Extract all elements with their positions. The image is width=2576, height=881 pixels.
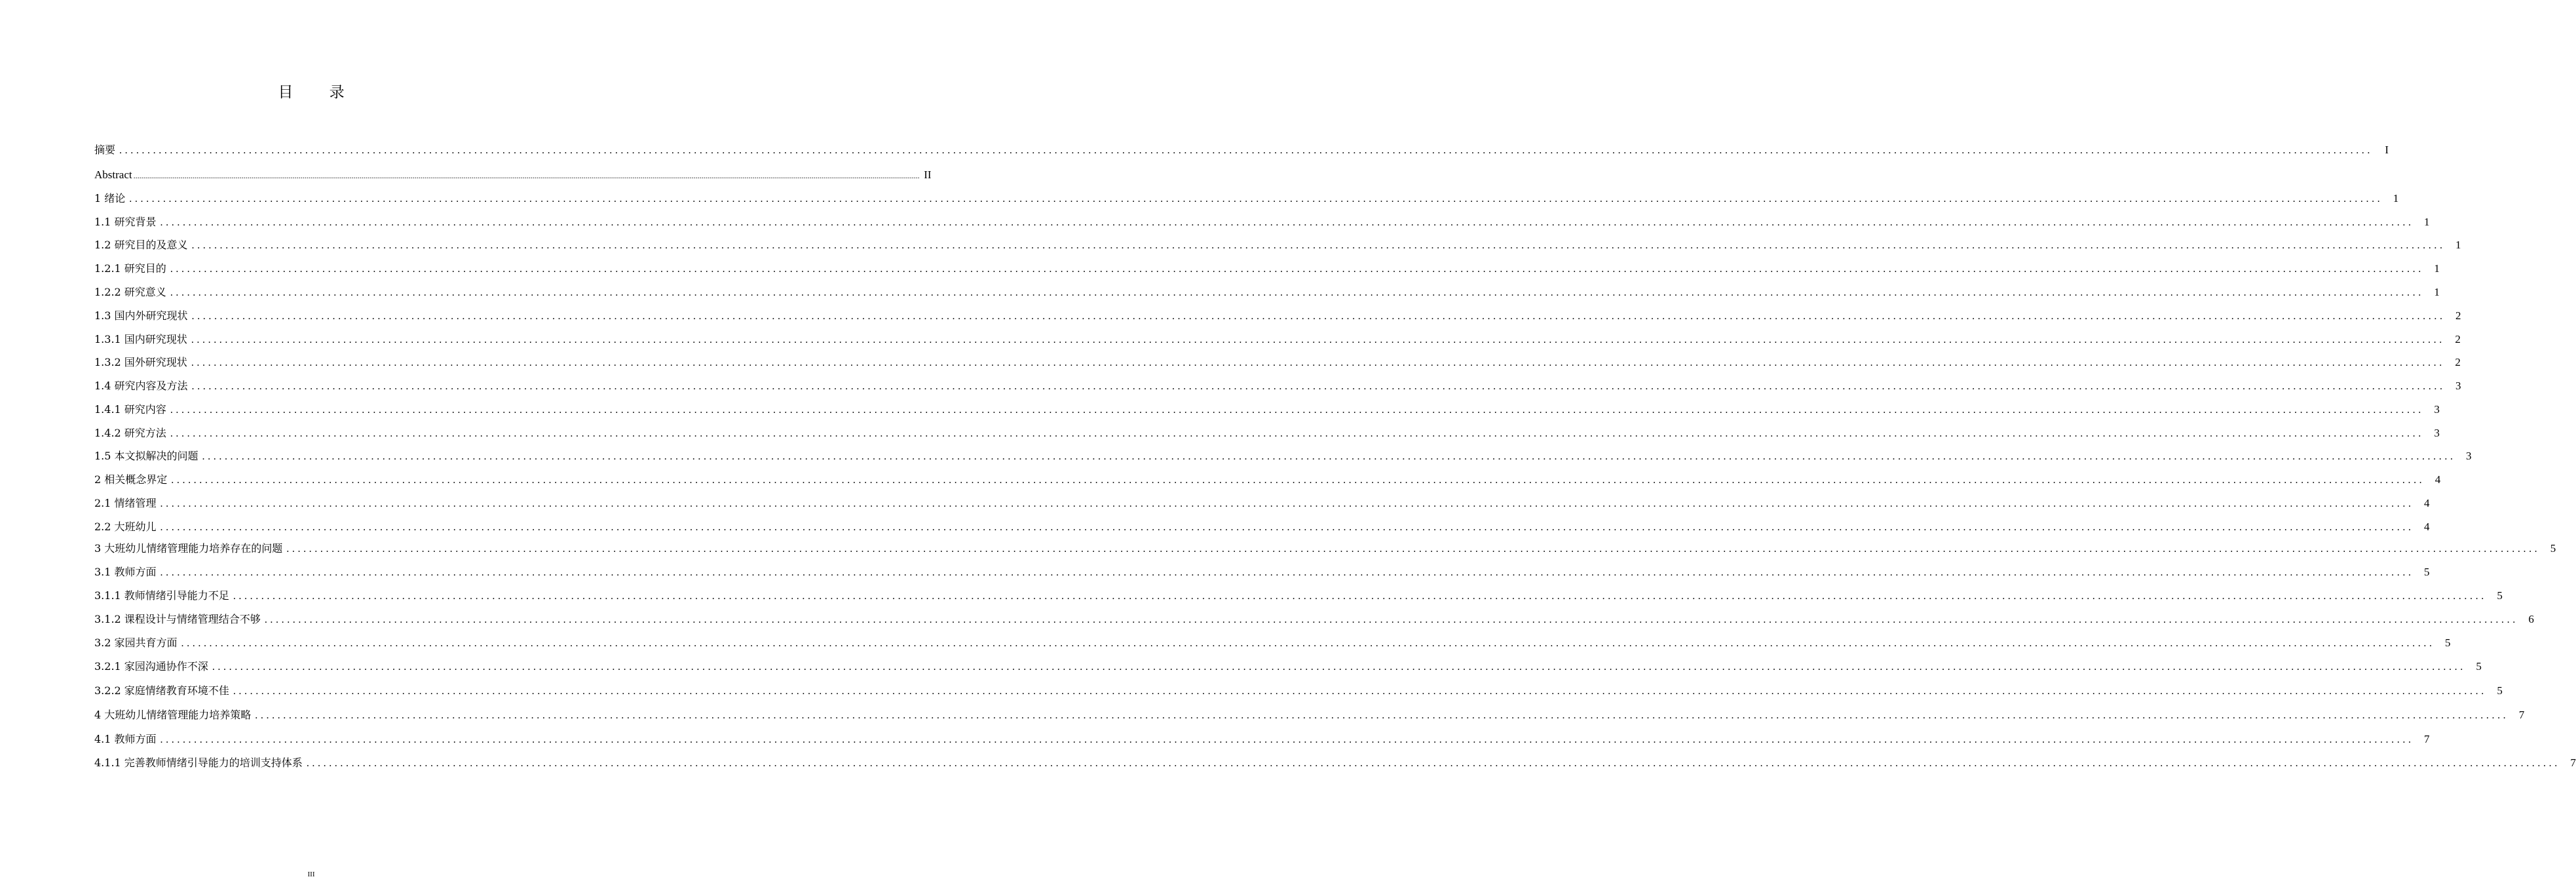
- toc-entry-label: 1.3.1 国内研究现状: [94, 333, 187, 345]
- toc-dot-leader: ................................................................................................................................................................................................................................................................................................................................................................................................................: [160, 567, 2414, 578]
- toc-entry-label: 3.1.1 教师情绪引导能力不足: [94, 589, 229, 602]
- toc-entry-page: 7: [2570, 756, 2576, 769]
- toc-entry: [94, 306, 2461, 326]
- toc-dot-leader: ................................................................................................................................................................................................................................................................................................................................................................................................................: [181, 638, 2435, 649]
- toc-entry-label: 2 相关概念界定: [94, 473, 168, 486]
- toc-entry-page: II: [924, 168, 932, 181]
- toc-entry-label: 4.1.1 完善教师情绪引导能力的培训支持体系: [94, 756, 303, 769]
- toc-dot-leader: ................................................................................................................................................................................................................................................................................................................................................................................................................: [264, 614, 2518, 625]
- toc-entry-page: 1: [2424, 216, 2430, 228]
- toc-entry-page: 7: [2424, 733, 2430, 745]
- toc-entry: [94, 470, 2441, 490]
- toc-entry-page: 5: [2476, 660, 2482, 673]
- toc-entry: [94, 212, 2430, 232]
- toc-entry-label: 2.2 大班幼儿: [94, 520, 157, 533]
- toc-entry-label: 3.1.2 课程设计与情绪管理结合不够: [94, 613, 261, 625]
- toc-entry-label: 1 绪论: [94, 192, 126, 205]
- page-title: 目 录: [278, 84, 360, 101]
- toc-dot-leader: ................................................................................................................................................................................................................................................................................................................................................................................................................: [129, 193, 2383, 205]
- toc-entry-page: 4: [2424, 497, 2430, 509]
- toc-entry: [94, 681, 2503, 701]
- page-number-footer: III: [307, 871, 315, 878]
- toc-entry-page: 1: [2455, 239, 2461, 251]
- toc-entry-label: 1.2.1 研究目的: [94, 262, 166, 275]
- toc-dot-leader: ................................................................................................................................................................................................................................................................................................................................................................................................................: [202, 451, 2456, 462]
- toc-entry-page: 5: [2550, 542, 2556, 555]
- toc-dot-leader: ................................................................................................................................................................................................................................................................................................................................................................................................................: [212, 661, 2466, 673]
- toc-dot-leader: ................................................................................................................................................................................................................................................................................................................................................................................................................: [170, 428, 2424, 439]
- toc-dot-leader: ................................................................................................................................................................................................................................................................................................................................................................................................................: [233, 591, 2487, 602]
- toc-dot-leader: ................................................................................................................................................................................................................................................................................................................................................................................................................: [170, 264, 2424, 275]
- toc-dot-leader: ................................................................................................................................................................................................................................................................................................................................................................................................................: [160, 498, 2414, 509]
- toc-entry-label: 1.5 本文拟解决的问题: [94, 450, 199, 462]
- toc-entry: [94, 259, 2440, 279]
- toc-entry-page: 1: [2434, 262, 2440, 275]
- toc-dot-leader: ................................................................................................................................................................................................................................................................................................................................................................................................................: [233, 686, 2487, 697]
- toc-entry: [94, 586, 2503, 606]
- toc-entry-page: 5: [2497, 684, 2503, 697]
- toc-dot-leader: ................................................................................................................................................................................................................................................................................................................................................................................................................: [255, 710, 2509, 721]
- toc-entry: [94, 657, 2482, 676]
- toc-entry-label: 1.2.2 研究意义: [94, 286, 166, 298]
- toc-entry-label: 1.3.2 国外研究现状: [94, 356, 187, 368]
- toc-entry-label: 1.1 研究背景: [94, 216, 157, 228]
- toc-entry-label: 1.3 国内外研究现状: [94, 309, 188, 322]
- toc-dot-leader: ................................................................................................................................................................................................................................................................................................................................................................................................................: [191, 334, 2445, 345]
- toc-entry-page: 3: [2466, 450, 2472, 462]
- toc-entry: [94, 730, 2430, 749]
- toc-dot-leader: ................................................................................................................................................................................................................................................................................................................................................................................................................: [191, 381, 2446, 392]
- toc-entry-page: 4: [2424, 520, 2430, 533]
- toc-entry-label: 4 大班幼儿情绪管理能力培养策略: [94, 709, 252, 721]
- toc-entry: [94, 376, 2461, 396]
- toc-entry-label: 2.1 情绪管理: [94, 497, 157, 509]
- toc-dot-leader: ................................................................................................................................................................................................................................................................................................................................................................................................................: [286, 543, 2541, 555]
- toc-entry: [94, 400, 2440, 420]
- toc-entry-page: 4: [2434, 473, 2441, 486]
- toc-dot-leader: ................................................................................................................................................................................................................................................................................................................................................................................................................: [119, 145, 2374, 156]
- toc-entry: [94, 562, 2430, 582]
- toc-entry-page: 3: [2434, 427, 2440, 439]
- toc-entry-label: 3.2 家园共育方面: [94, 636, 178, 649]
- toc-entry-page: 3: [2434, 403, 2440, 416]
- toc-entry: [94, 494, 2430, 513]
- toc-entry-label: 1.2 研究目的及意义: [94, 239, 188, 251]
- toc-entry: [94, 330, 2461, 349]
- toc-dot-leader: ................................................................................................................................................................................................................................................................................................................................................................................................................: [133, 171, 920, 180]
- toc-entry: [94, 705, 2525, 725]
- toc-entry: [94, 353, 2461, 372]
- toc-entry: [94, 539, 2556, 558]
- toc-dot-leader: ................................................................................................................................................................................................................................................................................................................................................................................................................: [306, 758, 2560, 769]
- toc-dot-leader: ................................................................................................................................................................................................................................................................................................................................................................................................................: [171, 475, 2425, 486]
- toc-dot-leader: ................................................................................................................................................................................................................................................................................................................................................................................................................: [160, 217, 2414, 228]
- toc-entry-label: 1.4 研究内容及方法: [94, 380, 188, 392]
- toc-dot-leader: ................................................................................................................................................................................................................................................................................................................................................................................................................: [170, 287, 2424, 298]
- toc-entry-page: 1: [2434, 286, 2440, 298]
- toc-entry-label: 4.1 教师方面: [94, 733, 157, 745]
- toc-entry-page: 3: [2455, 380, 2461, 392]
- toc-entry: [94, 633, 2451, 653]
- toc-entry-label: Abstract: [94, 168, 132, 181]
- toc-entry: [94, 446, 2472, 466]
- toc-entry-page: 2: [2455, 333, 2461, 345]
- toc-entry-page: I: [2385, 144, 2389, 156]
- toc-entry-label: 3.2.2 家庭情绪教育环境不佳: [94, 684, 229, 697]
- toc-entry-label: 3.2.1 家园沟通协作不深: [94, 660, 208, 673]
- toc-entry: [94, 610, 2534, 629]
- toc-entry-label: 3.1 教师方面: [94, 566, 157, 578]
- toc-entry-label: 摘要: [94, 144, 116, 156]
- toc-entry-page: 2: [2455, 309, 2461, 322]
- toc-entry-page: 5: [2497, 589, 2503, 602]
- toc-dot-leader: ................................................................................................................................................................................................................................................................................................................................................................................................................: [191, 240, 2446, 251]
- toc-entry: [94, 189, 2399, 208]
- toc-entry-page: 5: [2424, 566, 2430, 578]
- toc-entry-label: 1.4.2 研究方法: [94, 427, 166, 439]
- toc-entry-page: 7: [2518, 709, 2525, 721]
- toc-dot-leader: ................................................................................................................................................................................................................................................................................................................................................................................................................: [160, 734, 2414, 745]
- toc-entry-page: 6: [2528, 613, 2534, 625]
- toc-entry-page: 1: [2393, 192, 2399, 205]
- toc-entry-label: 3 大班幼儿情绪管理能力培养存在的问题: [94, 542, 283, 555]
- toc-entry: [94, 423, 2440, 443]
- toc-dot-leader: ................................................................................................................................................................................................................................................................................................................................................................................................................: [160, 522, 2414, 533]
- toc-entry-page: 5: [2445, 636, 2451, 649]
- toc-dot-leader: ................................................................................................................................................................................................................................................................................................................................................................................................................: [191, 311, 2446, 322]
- toc-entry-page: 2: [2455, 356, 2461, 368]
- toc-dot-leader: ................................................................................................................................................................................................................................................................................................................................................................................................................: [191, 357, 2445, 368]
- toc-entry-label: 1.4.1 研究内容: [94, 403, 166, 416]
- toc-entry: [94, 283, 2440, 302]
- toc-entry: [94, 517, 2430, 537]
- toc-entry: [94, 165, 932, 185]
- toc-entry: [94, 140, 2389, 160]
- toc-entry: [94, 753, 2576, 773]
- toc-dot-leader: ................................................................................................................................................................................................................................................................................................................................................................................................................: [170, 404, 2424, 416]
- toc-entry: [94, 235, 2461, 255]
